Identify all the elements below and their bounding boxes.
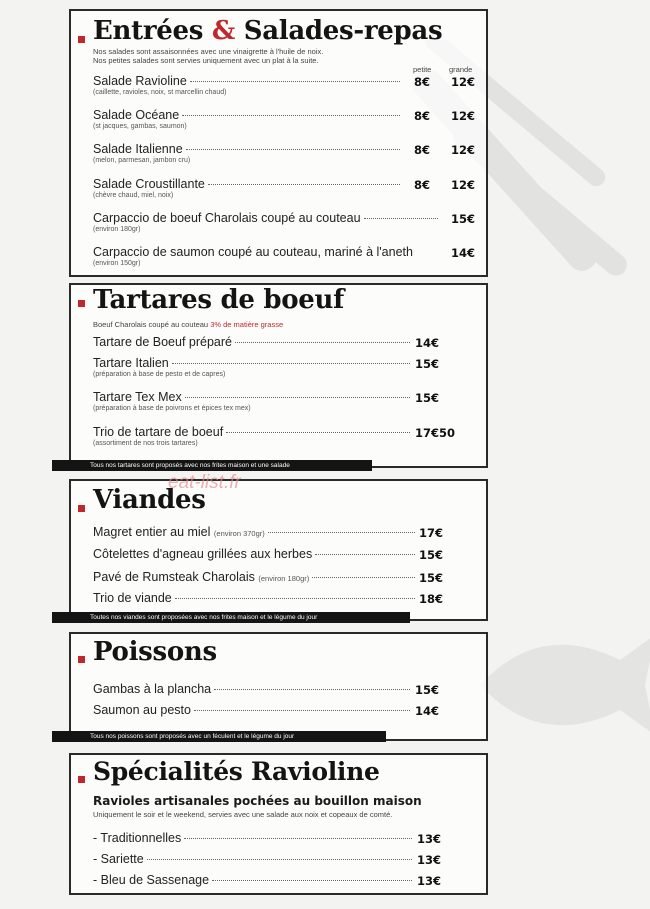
item-name: Salade Italienne	[93, 142, 183, 156]
item-name: Pavé de Rumsteak Charolais	[93, 570, 255, 584]
item-name: Gambas à la plancha	[93, 682, 212, 696]
item-price: 13€	[417, 874, 442, 888]
leader-dots	[194, 710, 410, 711]
menu-item	[93, 108, 476, 130]
item-price: 18€	[419, 592, 444, 606]
item-desc: (préparation à base de pesto et de capres)	[93, 371, 226, 378]
section-title: Tartares de boeuf	[93, 285, 345, 315]
item-name: - Bleu de Sassenage	[93, 873, 210, 887]
section-bullet-icon	[78, 300, 85, 307]
menu-item	[93, 852, 476, 866]
item-name: Salade Océane	[93, 108, 180, 122]
menu-item	[93, 211, 476, 233]
item-name: Carpaccio de saumon coupé au couteau, mariné à l'aneth	[93, 245, 413, 259]
leader-dots	[364, 218, 438, 219]
title-part-2: Salades-repas	[243, 16, 443, 46]
leader-dots	[175, 598, 415, 599]
item-price: 13€	[417, 832, 442, 846]
menu-item	[93, 425, 476, 447]
item-desc: (environ 150gr)	[93, 260, 141, 267]
section-bullet-icon	[78, 505, 85, 512]
menu-item	[93, 831, 476, 845]
watermark: eat-list.fr	[168, 472, 241, 493]
item-note: (environ 370gr)	[213, 529, 265, 538]
section-entrees	[69, 9, 488, 277]
item-name: Côtelettes d'agneau grillées aux herbes	[93, 547, 313, 561]
item-price: 14€	[415, 336, 440, 350]
leader-dots	[184, 838, 412, 839]
menu-item	[93, 591, 476, 605]
price-grande: 12€	[451, 109, 476, 123]
section-bullet-icon	[78, 776, 85, 783]
section-intro: Uniquement le soir et le weekend, servies avec une salade aux noix et copeaux de comté.	[93, 810, 393, 819]
menu-item	[93, 547, 476, 561]
item-desc: (melon, parmesan, jambon cru)	[93, 157, 191, 164]
section-intro	[93, 47, 323, 65]
section-bullet-icon	[78, 656, 85, 663]
item-price: 15€	[451, 212, 476, 226]
item-price: 15€	[415, 391, 440, 405]
section-intro	[93, 320, 283, 329]
item-desc: (st jacques, gambas, saumon)	[93, 123, 187, 130]
item-price: 15€	[415, 683, 440, 697]
col-header-petite: petite	[413, 65, 432, 74]
section-subtitle: Ravioles artisanales pochées au bouillon maison	[93, 794, 422, 808]
leader-dots	[268, 532, 415, 533]
menu-item	[93, 335, 476, 349]
item-price: 15€	[415, 357, 440, 371]
menu-item	[93, 682, 476, 696]
item-price: 17€50	[415, 426, 456, 440]
item-price: 13€	[417, 853, 442, 867]
item-name: - Sariette	[93, 852, 144, 866]
item-name: Carpaccio de boeuf Charolais coupé au couteau	[93, 211, 361, 225]
tartares-footnote-band: Tous nos tartares sont proposés avec nos frites maison et une salade	[52, 460, 372, 471]
item-note: (environ 180gr)	[258, 574, 310, 583]
intro-highlight: 3% de matière grasse	[210, 320, 284, 329]
price-petite: 8€	[414, 109, 431, 123]
leader-dots	[147, 859, 412, 860]
leader-dots	[235, 342, 410, 343]
menu-item	[93, 873, 476, 887]
item-desc: (chèvre chaud, miel, noix)	[93, 192, 174, 199]
leader-dots	[315, 554, 415, 555]
item-name: Saumon au pesto	[93, 703, 191, 717]
item-name: - Traditionnelles	[93, 831, 182, 845]
menu-item	[93, 390, 476, 412]
section-title: Poissons	[93, 637, 217, 667]
fish-illustration-icon	[470, 620, 650, 750]
item-desc: (préparation à base de poivrons et épices tex mex)	[93, 405, 251, 412]
section-bullet-icon	[78, 36, 85, 43]
intro-line: Nos salades sont assaisonnées avec une vinaigrette à l'huile de noix.	[93, 47, 324, 56]
item-desc: (environ 180gr)	[93, 226, 141, 233]
leader-dots	[185, 397, 410, 398]
menu-item	[93, 74, 476, 96]
item-name: Tartare Tex Mex	[93, 390, 182, 404]
section-title	[93, 16, 442, 46]
leader-dots	[208, 184, 400, 185]
title-part-1: Entrées	[93, 16, 204, 46]
item-price: 15€	[419, 571, 444, 585]
leader-dots	[212, 880, 412, 881]
menu-item	[93, 177, 476, 199]
price-petite: 8€	[414, 143, 431, 157]
poissons-footnote-band: Tous nos poissons sont proposés avec un féculent et le légume du jour	[52, 731, 386, 742]
menu-item	[93, 570, 476, 584]
intro-line: Nos petites salades sont servies uniquement avec un plat à la suite.	[93, 56, 319, 65]
menu-item	[93, 142, 476, 164]
item-price: 14€	[415, 704, 440, 718]
item-price: 15€	[419, 548, 444, 562]
item-name: Salade Ravioline	[93, 74, 187, 88]
menu-item	[93, 703, 476, 717]
price-grande: 12€	[451, 143, 476, 157]
leader-dots	[312, 577, 415, 578]
item-desc: (assortiment de nos trois tartares)	[93, 440, 198, 447]
menu-item	[93, 356, 476, 378]
item-desc: (caillette, ravioles, noix, st marcellin chaud)	[93, 89, 227, 96]
item-name: Magret entier au miel	[93, 525, 211, 539]
section-tartares	[69, 283, 488, 468]
item-price: 14€	[451, 246, 476, 260]
item-name: Trio de viande	[93, 591, 172, 605]
item-name: Tartare Italien	[93, 356, 169, 370]
leader-dots	[214, 689, 410, 690]
section-title: Viandes	[93, 485, 206, 515]
section-viandes	[69, 479, 488, 621]
leader-dots	[186, 149, 400, 150]
section-title: Spécialités Ravioline	[93, 757, 380, 786]
menu-item	[93, 525, 476, 539]
viandes-footnote-band: Toutes nos viandes sont proposées avec nos frites maison et le légume du jour	[52, 612, 410, 623]
item-name: Tartare de Boeuf préparé	[93, 335, 232, 349]
price-grande: 12€	[451, 75, 476, 89]
leader-dots	[172, 363, 410, 364]
item-price: 17€	[419, 526, 444, 540]
col-header-grande: grande	[449, 65, 473, 74]
intro-text: Boeuf Charolais coupé au couteau	[93, 320, 209, 329]
leader-dots	[190, 81, 400, 82]
title-ampersand: &	[211, 16, 236, 46]
item-name: Salade Croustillante	[93, 177, 205, 191]
leader-dots	[182, 115, 400, 116]
section-ravioline	[69, 753, 488, 895]
item-name: Trio de tartare de boeuf	[93, 425, 224, 439]
price-grande: 12€	[451, 178, 476, 192]
section-poissons	[69, 632, 488, 741]
price-petite: 8€	[414, 75, 431, 89]
menu-item	[93, 245, 476, 267]
price-petite: 8€	[414, 178, 431, 192]
leader-dots	[226, 432, 410, 433]
